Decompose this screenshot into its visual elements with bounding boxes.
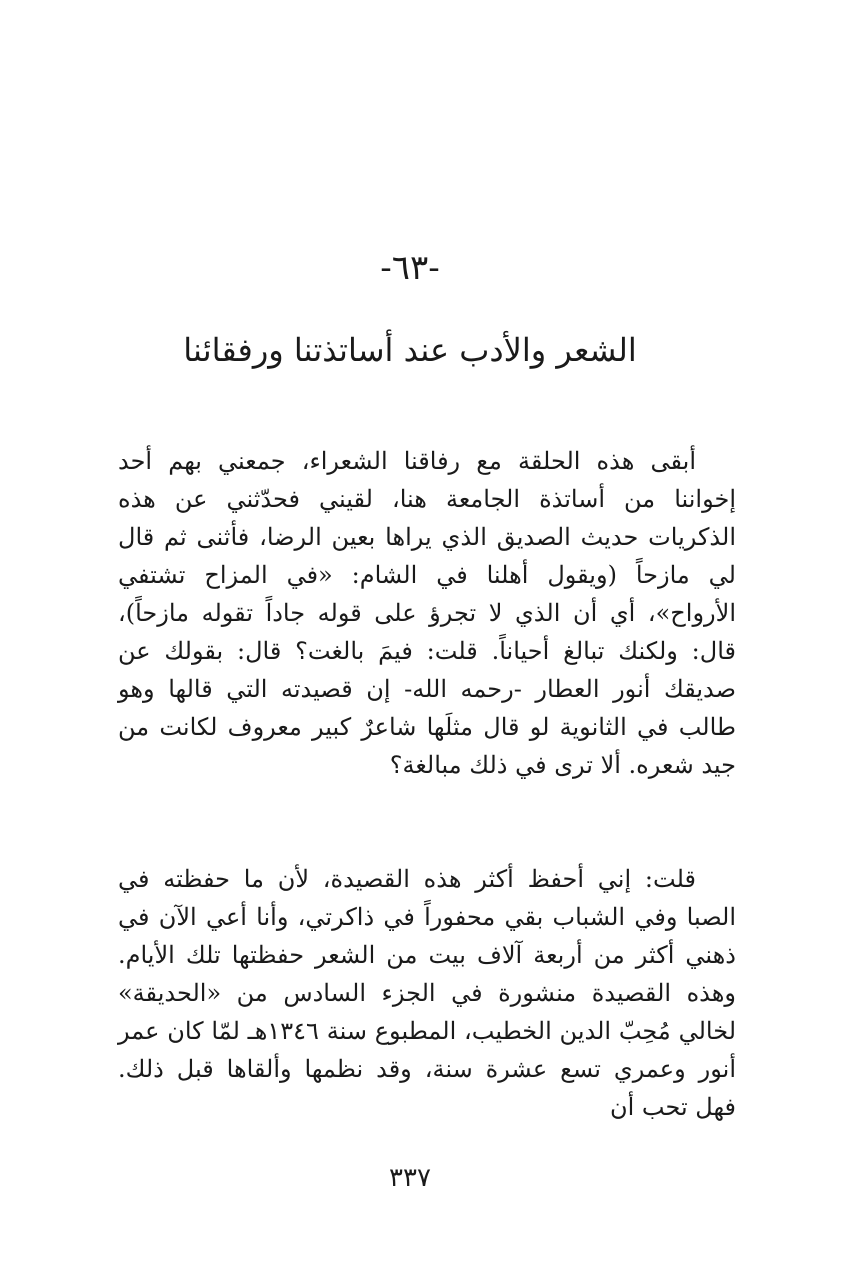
chapter-number: -٦٣- [380, 248, 440, 288]
paragraph-1: أبقى هذه الحلقة مع رفاقنا الشعراء، جمعني بهم أحد إخواننا من أساتذة الجامعة هنا، لقيني فحدّثني عن هذه الذكريات حديث الصديق الذي يراها بعين الرضا، فأثنى ثم قال لي مازحاً (ويقول أهلنا في الشام: «في المزاح تشتفي الأرواح»، أي أن الذي لا تجرؤ على قوله جاداً تقوله مازحاً)، قال: ولكنك تبالغ أحياناً. قلت: فيمَ بالغت؟ قال: بقولك عن صديقك أنور العطار -رحمه الله- إن قصيدته التي قالها وهو طالب في الثانوية لو قال مثلَها شاعرٌ كبير معروف لكانت من جيد شعره. ألا ترى في ذلك مبالغة؟ [118, 447, 736, 779]
paragraph-2: قلت: إني أحفظ أكثر هذه القصيدة، لأن ما حفظته في الصبا وفي الشباب بقي محفوراً في ذاكرتي، وأنا أعي الآن في ذهني أكثر من أربعة آلاف بيت من الشعر حفظتها تلك الأيام. وهذه القصيدة منشورة في الجزء السادس من «الحديقة» لخالي مُحِبّ الدين الخطيب، المطبوع سنة ١٣٤٦هـ لمّا كان عمر أنور وعمري تسع عشرة سنة، وقد نظمها وألقاها قبل ذلك. فهل تحب أن [118, 865, 737, 1121]
chapter-title: الشعر والأدب عند أساتذتنا ورفقائنا [183, 331, 637, 369]
page-number: ٣٣٧ [389, 1163, 431, 1193]
paragraph-block-1 [118, 442, 736, 784]
paragraph-block-2 [118, 860, 736, 1126]
